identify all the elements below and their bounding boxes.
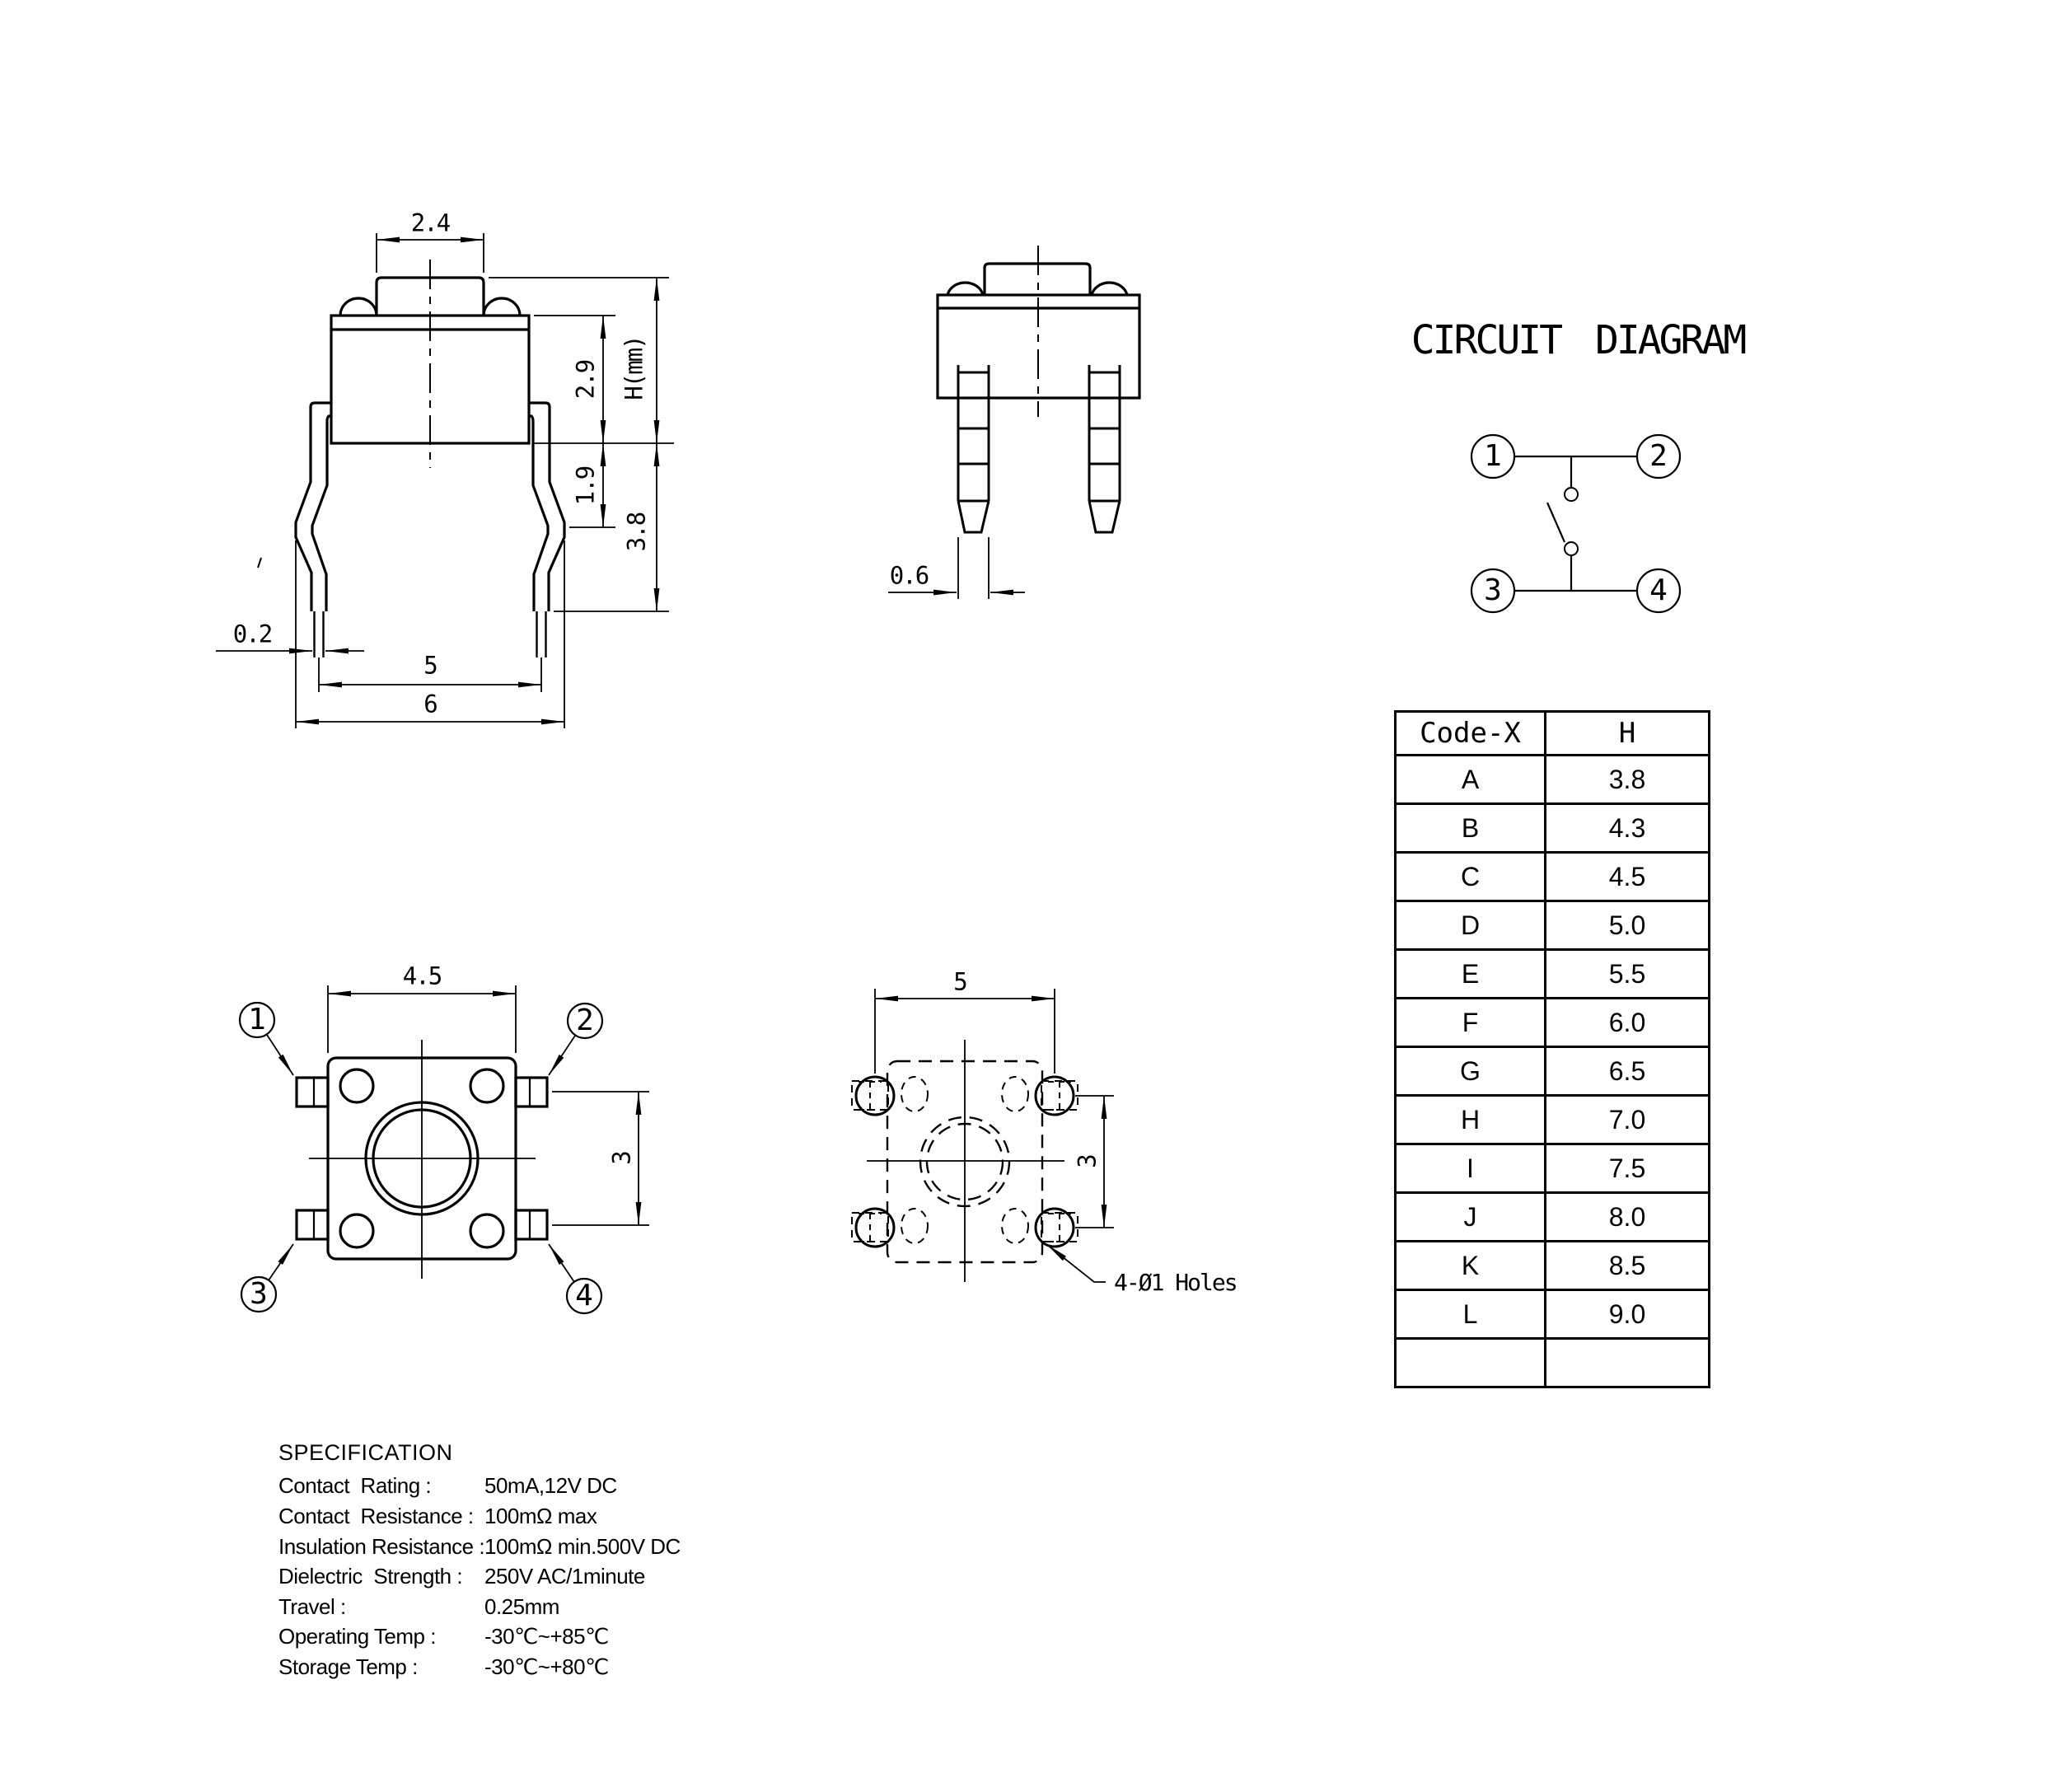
spec-label: Dielectric Strength : — [278, 1564, 463, 1589]
col-header-h: H — [1546, 712, 1710, 756]
holes-note: 4-Ø1 Holes — [1114, 1269, 1237, 1296]
holes-note-leader — [1046, 1244, 1106, 1282]
circuit-diagram-drawing — [1471, 435, 1680, 612]
spec-label: Operating Temp : — [278, 1624, 436, 1649]
specification-title: SPECIFICATION — [278, 1440, 453, 1465]
callout-4: 4 — [575, 1279, 593, 1312]
spec-label: Storage Temp : — [278, 1654, 418, 1679]
terminal-1-label: 1 — [1484, 439, 1502, 473]
table-row: A 3.8 — [1396, 756, 1710, 804]
table-row: G 6.5 — [1396, 1047, 1710, 1096]
spec-label: Insulation Resistance : — [278, 1533, 485, 1559]
dim-lead-width: 0.6 — [889, 561, 929, 590]
table-row: H 7.0 — [1396, 1096, 1710, 1144]
pcb-footprint-drawing — [852, 989, 1114, 1282]
table-row: B 4.3 — [1396, 804, 1710, 853]
spec-value: 50mA,12V DC — [484, 1473, 617, 1499]
switch-contact-top — [1565, 488, 1578, 501]
terminal-4-label: 4 — [1649, 573, 1668, 607]
callout-2: 2 — [576, 1004, 594, 1037]
dim-lead-pitch: 5 — [423, 651, 437, 680]
dim-lead-length: 3.8 — [622, 512, 651, 552]
terminal-3-label: 3 — [1484, 573, 1502, 607]
terminal-tab-1 — [297, 1078, 328, 1107]
spec-value: 0.25mm — [484, 1593, 559, 1619]
dim-hole-pitch-h: 5 — [953, 967, 966, 996]
spec-value: 100mΩ min.500V DC — [484, 1533, 681, 1559]
dim-lead-bend-height: 1.9 — [571, 466, 600, 506]
table-row: D 5.0 — [1396, 901, 1710, 950]
dim-lead-tip-thickness: 0.2 — [232, 620, 272, 648]
table-row: J 8.0 — [1396, 1193, 1710, 1242]
spec-row-operating-temp — [278, 1624, 609, 1654]
front-view-drawing — [216, 233, 674, 728]
spec-row-storage-temp — [278, 1654, 609, 1685]
spec-label: Contact Rating : — [278, 1473, 432, 1499]
terminal-2-label: 2 — [1649, 439, 1668, 473]
spec-value: 100mΩ max — [484, 1503, 597, 1528]
table-row-empty — [1396, 1339, 1710, 1387]
spec-row-insulation-resistance — [278, 1533, 681, 1565]
dim-overall-height: H(mm) — [620, 336, 648, 400]
dim-hole-pitch-v: 3 — [1073, 1155, 1102, 1168]
callout-3: 3 — [250, 1277, 268, 1311]
callout-1: 1 — [248, 1003, 266, 1036]
spec-row-dielectric-strength — [278, 1564, 645, 1594]
table-row: L 9.0 — [1396, 1290, 1710, 1339]
dim-terminal-pitch: 3 — [607, 1152, 636, 1165]
front-view-dimensions — [216, 233, 674, 728]
circuit-diagram-title: CIRCUIT DIAGRAM — [1411, 317, 1745, 363]
side-view-drawing — [888, 246, 1139, 599]
specification-block — [278, 1439, 681, 1685]
dim-button-width: 2.4 — [410, 208, 450, 237]
table-row: K 8.5 — [1396, 1242, 1710, 1290]
spec-value: 250V AC/1minute — [484, 1564, 645, 1589]
spec-row-travel — [278, 1593, 559, 1625]
col-header-code: Code-X — [1396, 712, 1546, 756]
switch-lever — [1547, 503, 1565, 542]
spec-row-contact-resistance — [278, 1503, 597, 1534]
dim-top-body-width: 4.5 — [402, 962, 442, 990]
table-row: C 4.5 — [1396, 853, 1710, 901]
terminal-tab-2 — [516, 1078, 547, 1107]
pcb-crosshair — [867, 1040, 1064, 1282]
table-header-row — [1396, 712, 1710, 756]
dim-body-height: 2.9 — [571, 360, 600, 400]
spec-label: Travel : — [278, 1593, 346, 1619]
spec-label: Contact Resistance : — [278, 1503, 474, 1528]
dim-lead-span: 6 — [423, 690, 437, 718]
table-row: E 5.5 — [1396, 950, 1710, 999]
table-row: F 6.0 — [1396, 999, 1710, 1047]
height-code-table — [1394, 710, 1710, 1388]
terminal-tab-3 — [297, 1210, 328, 1239]
pcb-dimensions — [875, 989, 1114, 1282]
spec-value: -30℃~+80℃ — [484, 1654, 609, 1679]
spec-row-contact-rating — [278, 1473, 617, 1504]
spec-value: -30℃~+85℃ — [484, 1624, 609, 1649]
terminal-tab-4 — [516, 1210, 547, 1239]
switch-contact-bottom — [1565, 542, 1578, 555]
table-row: I 7.5 — [1396, 1144, 1710, 1193]
